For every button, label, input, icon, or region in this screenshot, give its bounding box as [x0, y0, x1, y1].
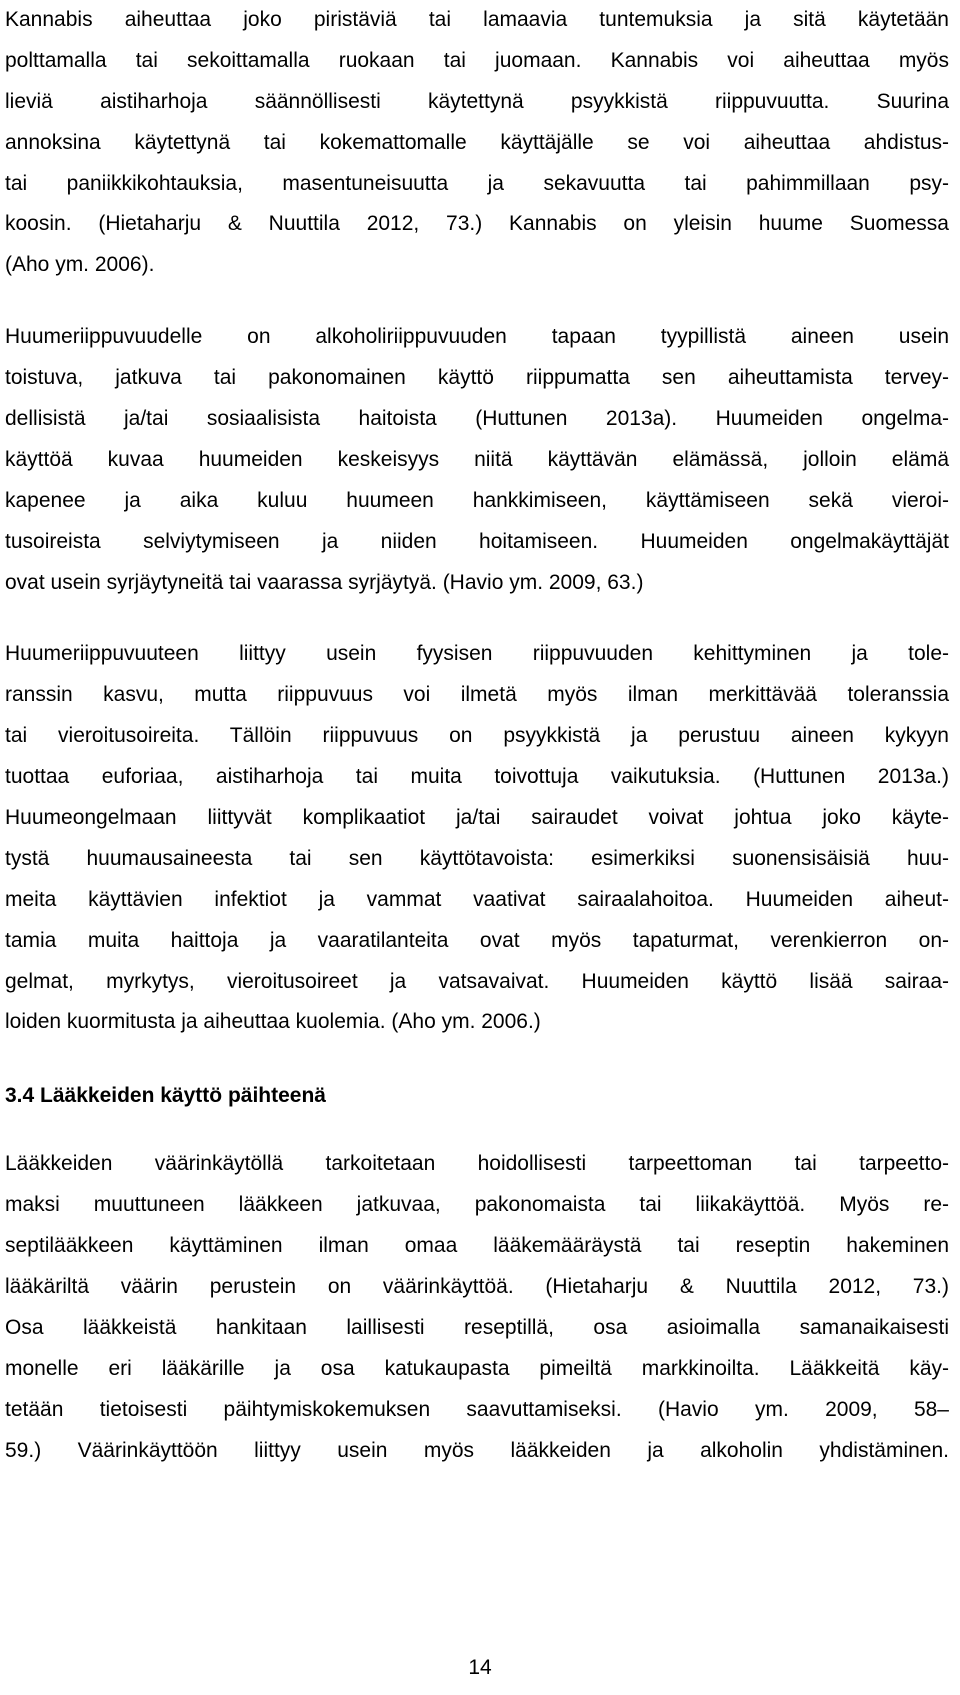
text-line: loiden kuormitusta ja aiheuttaa kuolemia. (Aho ym. 2006.) [5, 1010, 541, 1034]
text-line: lieviä aistiharhoja säännöllisesti käytettynä psyykkistä riippuvuutta. Suurina [5, 89, 949, 113]
paragraph-medicine-misuse [5, 1144, 949, 1471]
paragraph-spacer [5, 1043, 949, 1074]
text-line: Huumeriippuvuuteen liittyy usein fyysisen riippuvuuden kehittyminen ja tole- [5, 642, 949, 666]
text-line: gelmat, myrkytys, vieroitusoireet ja vatsavaivat. Huumeiden käyttö lisää sairaa- [5, 969, 949, 993]
text-line: ovat usein syrjäytyneitä tai vaarassa syrjäytyä. (Havio ym. 2009, 63.) [5, 570, 644, 594]
text-line: Kannabis aiheuttaa joko piristäviä tai lamaavia tuntemuksia ja sitä käytetään [5, 8, 949, 31]
paragraph-cannabis [5, 0, 949, 286]
section-heading: 3.4 Lääkkeiden käyttö päihteenä [5, 1084, 326, 1108]
text-line: septilääkkeen käyttäminen ilman omaa lääkemääräystä tai reseptin hakeminen [5, 1234, 949, 1258]
text-line: meita käyttävien infektiot ja vammat vaativat sairaalahoitoa. Huumeiden aiheut- [5, 887, 949, 911]
text-line: käyttöä kuvaa huumeiden keskeisyys niitä käyttävän elämässä, jolloin elämä [5, 447, 949, 471]
paragraph-physical-dependence [5, 634, 949, 1043]
text-line: tystä huumausaineesta tai sen käyttötavoista: esimerkiksi suonensisäisiä huu- [5, 846, 949, 870]
text-line: tai paniikkikohtauksia, masentuneisuutta ja sekavuutta tai pahimmillaan psy- [5, 171, 949, 195]
text-line: Osa lääkkeistä hankitaan laillisesti reseptillä, osa asioimalla samanaikaisesti [5, 1315, 949, 1339]
paragraph-drug-dependence [5, 317, 949, 603]
text-line: tusoireista selviytymiseen ja niiden hoitamiseen. Huumeiden ongelmakäyttäjät [5, 529, 949, 553]
text-line: tuottaa euforiaa, aistiharhoja tai muita toivottuja vaikutuksia. (Huttunen 2013a.) [5, 765, 949, 789]
text-line: monelle eri lääkärille ja osa katukaupasta pimeiltä markkinoilta. Lääkkeitä käy- [5, 1356, 949, 1380]
text-line: maksi muuttuneen lääkkeen jatkuvaa, pakonomaista tai liikakäyttöä. Myös re- [5, 1193, 949, 1217]
paragraph-spacer [5, 286, 949, 317]
text-line: tai vieroitusoireita. Tällöin riippuvuus on psyykkistä ja perustuu aineen kykyyn [5, 724, 949, 748]
text-line: kapenee ja aika kuluu huumeen hankkimiseen, käyttämiseen sekä vieroi- [5, 488, 949, 512]
text-line: (Aho ym. 2006). [5, 253, 155, 277]
text-line: tetään tietoisesti päihtymiskokemuksen saavuttamiseksi. (Havio ym. 2009, 58– [5, 1397, 949, 1421]
text-line: Huumeongelmaan liittyvät komplikaatiot ja/tai sairaudet voivat johtua joko käyte- [5, 806, 949, 830]
page-number: 14 [468, 1656, 492, 1679]
text-line: ranssin kasvu, mutta riippuvuus voi ilmetä myös ilman merkittävää toleranssia [5, 683, 949, 707]
text-line: lääkäriltä väärin perustein on väärinkäyttöä. (Hietaharju & Nuuttila 2012, 73.) [5, 1275, 949, 1299]
text-line: annoksina käytettynä tai kokemattomalle käyttäjälle se voi aiheuttaa ahdistus- [5, 130, 949, 154]
text-line: polttamalla tai sekoittamalla ruokaan tai juomaan. Kannabis voi aiheuttaa myös [5, 48, 949, 72]
text-line: toistuva, jatkuva tai pakonomainen käyttö riippumatta sen aiheuttamista tervey- [5, 366, 949, 390]
text-line: Lääkkeiden väärinkäytöllä tarkoitetaan hoidollisesti tarpeettoman tai tarpeetto- [5, 1152, 949, 1176]
text-line: koosin. (Hietaharju & Nuuttila 2012, 73.) Kannabis on yleisin huume Suomessa [5, 212, 949, 236]
text-line: dellisistä ja/tai sosiaalisista haitoista (Huttunen 2013a). Huumeiden ongelma- [5, 407, 949, 431]
paragraph-spacer [5, 603, 949, 634]
text-line: tamia muita haittoja ja vaaratilanteita ovat myös tapaturmat, verenkierron on- [5, 928, 949, 952]
text-line: Huumeriippuvuudelle on alkoholiriippuvuuden tapaan tyypillistä aineen usein [5, 325, 949, 349]
text-line: 59.) Väärinkäyttöön liittyy usein myös lääkkeiden ja alkoholin yhdistäminen. [5, 1438, 949, 1462]
heading-spacer [5, 1118, 949, 1144]
